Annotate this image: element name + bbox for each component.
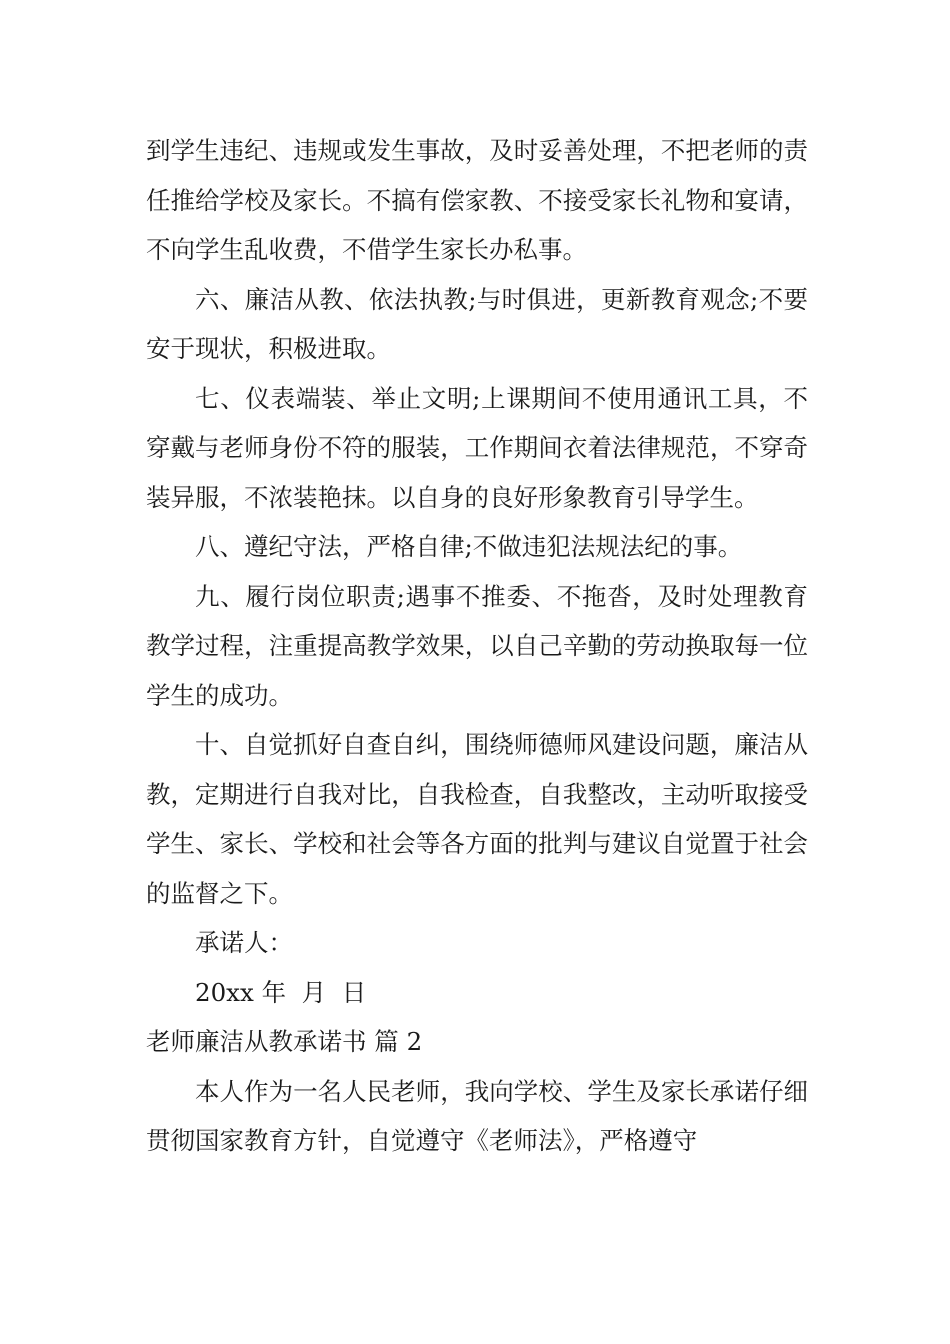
document-body (146, 126, 808, 1166)
paragraph-item-6: 六、廉洁从教、依法执教;与时俱进，更新教育观念;不要安于现状，积极进取。 (146, 284, 808, 363)
date-line: 20xx 年 月 日 (195, 977, 367, 1007)
paragraph-item-8: 八、遵纪守法，严格自律;不做违犯法规法纪的事。 (195, 532, 743, 561)
signature-label: 承诺人： (195, 928, 293, 957)
section-paragraph: 本人作为一名人民老师，我向学校、学生及家长承诺仔细贯彻国家教育方针，自觉遵守《老师法》，严格遵守 (146, 1076, 808, 1155)
paragraph-item-10: 十、自觉抓好自查自纠，围绕师德师风建设问题，廉洁从教，定期进行自我对比，自我检查，自我整改，主动听取接受学生、家长、学校和社会等各方面的批判与建议自觉置于社会的监督之下。 (146, 730, 808, 908)
section-heading: 老师廉洁从教承诺书 篇 2 (146, 1027, 423, 1056)
paragraph-item-7: 七、仪表端装、举止文明;上课期间不使用通讯工具，不穿戴与老师身份不符的服装，工作期间衣着法律规范，不穿奇装异服，不浓装艳抹。以自身的良好形象教育引导学生。 (146, 383, 808, 512)
paragraph-item-9: 九、履行岗位职责;遇事不推委、不拖沓，及时处理教育教学过程，注重提高教学效果，以自己辛勤的劳动换取每一位学生的成功。 (146, 581, 808, 710)
paragraph-continuation: 到学生违纪、违规或发生事故，及时妥善处理，不把老师的责任推给学校及家长。不搞有偿家教、不接受家长礼物和宴请，不向学生乱收费，不借学生家长办私事。 (146, 136, 808, 264)
